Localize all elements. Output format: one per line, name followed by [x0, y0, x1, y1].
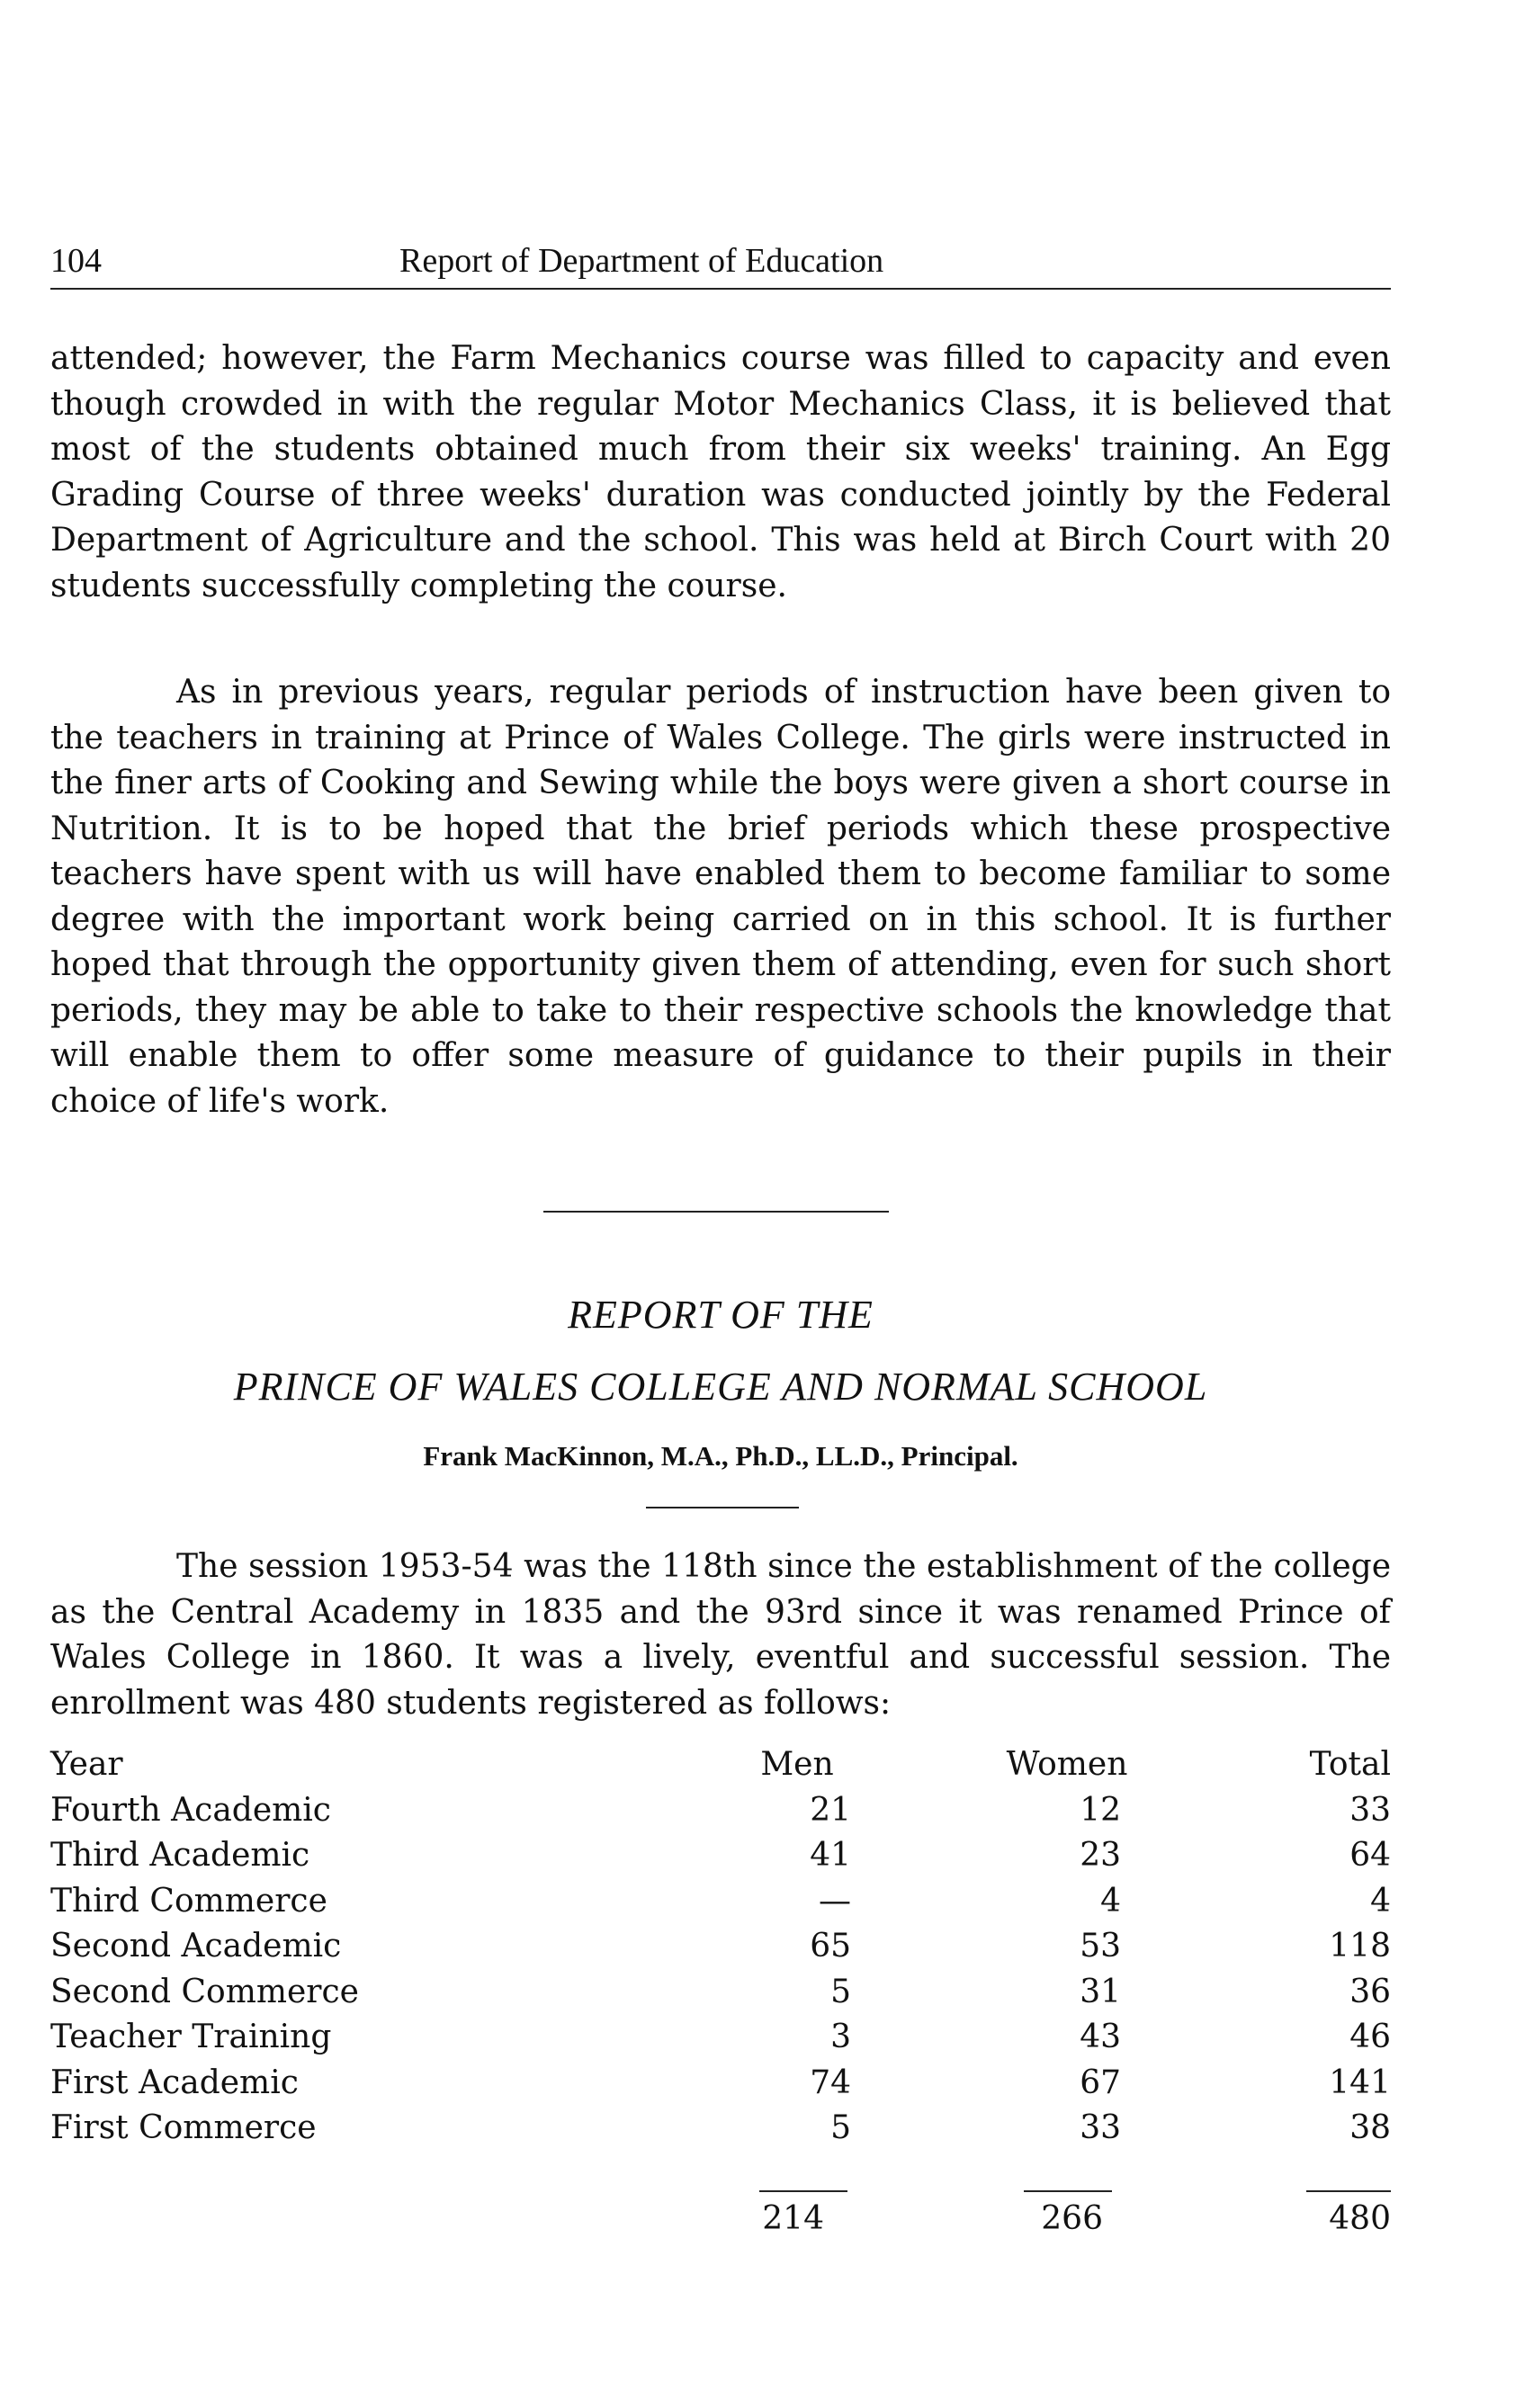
- table-row: [50, 1924, 1391, 1970]
- men-cell: 5: [830, 1973, 851, 2010]
- header-total: Total: [1309, 1746, 1391, 1783]
- year-cell: Second Commerce: [50, 1973, 359, 2010]
- principal-byline: Frank MacKinnon, M.A., Ph.D., LL.D., Principal.: [423, 1440, 1018, 1472]
- total-cell: 4: [1370, 1882, 1391, 1920]
- document-page: [50, 0, 1391, 2408]
- men-cell: 3: [830, 2019, 851, 2055]
- men-cell: 65: [810, 1928, 851, 1965]
- header-rule: [50, 288, 1391, 290]
- enrollment-table: [50, 1742, 1391, 2242]
- year-cell: Third Academic: [50, 1837, 310, 1874]
- running-title: Report of Department of Education: [399, 242, 884, 280]
- men-total-rule: [759, 2190, 847, 2192]
- women-cell: 43: [1080, 2019, 1121, 2055]
- table-row: [50, 2106, 1391, 2152]
- total-cell: 36: [1349, 1973, 1391, 2010]
- table-row: [50, 1970, 1391, 2016]
- men-cell: 41: [810, 1837, 851, 1874]
- men-cell: 74: [810, 2063, 851, 2101]
- table-row: [50, 2015, 1391, 2061]
- total-cell: 38: [1349, 2109, 1391, 2146]
- women-cell: 4: [1100, 1882, 1121, 1920]
- women-cell: 67: [1080, 2063, 1121, 2101]
- table-row: [50, 1879, 1391, 1925]
- grand-total-rule: [1306, 2190, 1391, 2192]
- women-cell: 12: [1080, 1791, 1121, 1829]
- page-header: [50, 236, 1391, 286]
- table-totals-row: [50, 2197, 1391, 2242]
- women-cell: 53: [1080, 1928, 1121, 1965]
- total-cell: 141: [1329, 2063, 1391, 2101]
- year-cell: Teacher Training: [50, 2019, 332, 2055]
- women-cell: 23: [1080, 1837, 1121, 1874]
- women-total: 266: [1041, 2199, 1103, 2237]
- men-total: 214: [762, 2199, 824, 2237]
- table-row: [50, 2061, 1391, 2107]
- men-cell: 21: [810, 1791, 851, 1829]
- year-cell: First Academic: [50, 2063, 299, 2101]
- women-cell: 33: [1080, 2109, 1121, 2146]
- women-total-rule: [1024, 2190, 1112, 2192]
- header-year: Year: [50, 1746, 123, 1783]
- section-title-line1: REPORT OF THE: [568, 1293, 874, 1337]
- table-row: [50, 1788, 1391, 1834]
- paragraph-continued: attended; however, the Farm Mechanics course was filled to capacity and even though crowded in with the regular Motor Mechanics Class, it is believed that most of the students obtained much from their six weeks' training. An Egg Grading Course of three weeks' duration was conducted jointly by the Federal Department of Agriculture and the school. This was held at Birch Court with 20 students successfully completing the course.: [50, 340, 1391, 604]
- total-cell: 33: [1349, 1791, 1391, 1829]
- section-divider: [543, 1211, 889, 1213]
- men-cell: 5: [830, 2109, 851, 2146]
- table-row: [50, 1833, 1391, 1879]
- header-women: Women: [1006, 1746, 1128, 1783]
- year-cell: First Commerce: [50, 2109, 317, 2146]
- paragraph-teacher-instruction: As in previous years, regular periods of instruction have been given to the teachers in training at Prince of Wales College. The girls were instructed in the finer arts of Cooking and Sewing while the boys were given a short course in Nutrition. It is to be hoped that the brief periods which these prospective teachers have spent with us will have enabled them to become familiar to some degree with the important work being carried on in this school. It is further hoped that through the opportunity given them of attending, even for such short periods, they may be able to take to their respective schools the knowledge that will enable them to offer some measure of guidance to their pupils in their choice of life's work.: [50, 674, 1391, 1120]
- totals-rules: [50, 2152, 1391, 2197]
- header-men: Men: [760, 1746, 834, 1783]
- paragraph-session: The session 1953-54 was the 118th since the establishment of the college as the Central Academy in 1835 and the 93rd since it was renamed Prince of Wales College in 1860. It was a lively, eventful and successful session. The enrollment was 480 students registered as follows:: [50, 1548, 1391, 1722]
- page-number: 104: [50, 242, 102, 280]
- total-cell: 118: [1329, 1928, 1391, 1965]
- year-cell: Third Commerce: [50, 1882, 327, 1920]
- men-cell: —: [819, 1882, 851, 1920]
- year-cell: Second Academic: [50, 1928, 342, 1965]
- byline-divider: [646, 1507, 799, 1508]
- total-cell: 64: [1349, 1837, 1391, 1874]
- grand-total: 480: [1329, 2199, 1391, 2237]
- women-cell: 31: [1080, 1973, 1121, 2010]
- year-cell: Fourth Academic: [50, 1791, 331, 1829]
- table-header-row: [50, 1742, 1391, 1788]
- section-title-line2: PRINCE OF WALES COLLEGE AND NORMAL SCHOOL: [233, 1365, 1208, 1409]
- total-cell: 46: [1349, 2019, 1391, 2055]
